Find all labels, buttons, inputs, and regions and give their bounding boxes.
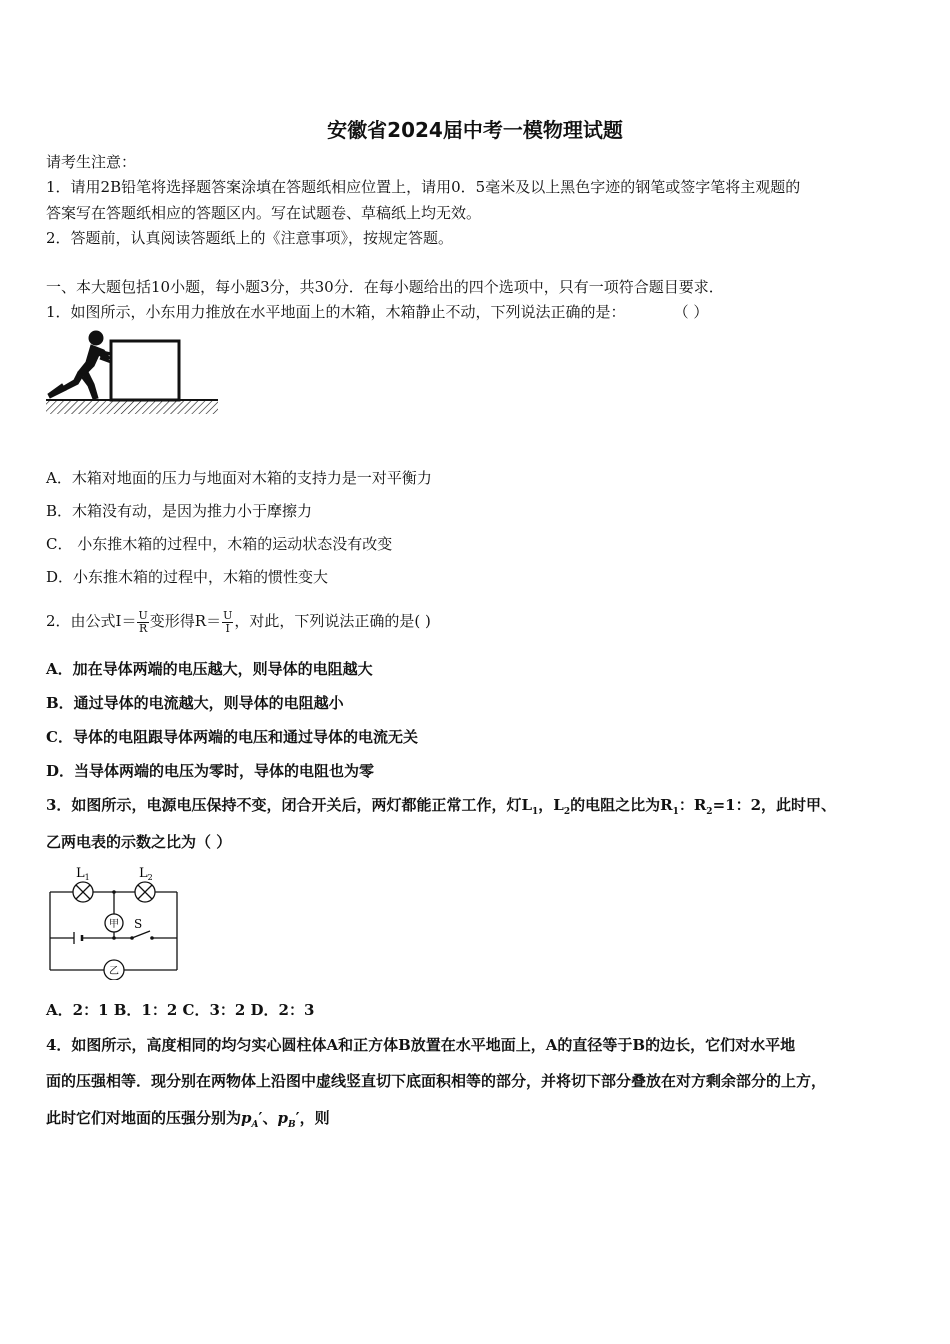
ground-hatch [46, 400, 218, 414]
meter-yi-label: 乙 [109, 966, 119, 977]
q2-option-d: D．当导体两端的电压为零时，导体的电阻也为零 [46, 762, 375, 780]
q3-stem-part: 的电阻之比为R [570, 796, 673, 814]
question-4-line-2: 面的压强相等．现分别在两物体上沿图中虚线竖直切下底面积相等的部分，并将切下部分叠放在对方剩余部分的上方， [46, 1072, 827, 1090]
frac1-denominator: R [138, 621, 148, 635]
separator: 、 [262, 1109, 278, 1127]
q2-suffix: ，对此，下列说法正确的是( ) [234, 612, 431, 630]
q3-sub: 2 [563, 807, 571, 817]
q1-option-a: A．木箱对地面的压力与地面对木箱的支持力是一对平衡力 [46, 469, 432, 487]
question-1-stem [46, 302, 708, 322]
q2-option-a: A．加在导体两端的电压越大，则导体的电阻越大 [46, 660, 373, 678]
section-heading: 一、本大题包括10小题，每小题3分，共30分．在每小题给出的四个选项中，只有一项符合题目要求． [46, 278, 724, 296]
notice-item-2: 2．答题前，认真阅读答题纸上的《注意事项》，按规定答题。 [46, 229, 454, 247]
q3-stem-part: ：R [678, 796, 707, 814]
question-4-line-3 [46, 1108, 330, 1135]
lamp-l2-symbol [135, 882, 155, 902]
formula-u-over-i [222, 610, 233, 635]
notice-item-1: 1．请用2B铅笔将选择题答案涂填在答题纸相应位置上，请用0．5毫米及以上黑色字迹的钢笔或签字笔将主观题的 [46, 178, 801, 196]
q2-prefix: 2．由公式 [46, 612, 116, 630]
switch-label: S [134, 917, 143, 931]
q2-r-eq: R＝ [194, 612, 222, 630]
notice-item-1-cont: 答案写在答题纸相应的答题区内。写在试题卷、草稿纸上均无效。 [46, 204, 482, 222]
q4-line3-text: 此时它们对地面的压强分别为 [46, 1109, 242, 1127]
q1-stem-text: 1．如图所示，小东用力推放在水平地面上的木箱，木箱静止不动，下列说法正确的是： [46, 303, 626, 321]
question-3-stem [46, 795, 836, 822]
q1-option-b: B．木箱没有动，是因为推力小于摩擦力 [46, 502, 313, 520]
prime-mark: ′ [258, 1109, 263, 1127]
q2-mid: 变形得 [149, 612, 195, 630]
q2-i-eq: I＝ [115, 612, 137, 630]
q1-option-c: C． 小东推木箱的过程中，木箱的运动状态没有改变 [46, 535, 393, 553]
question-3-stem-cont: 乙两电表的示数之比为（ ） [46, 833, 232, 851]
person-figure [48, 331, 111, 399]
lamp-l1-symbol [73, 882, 93, 902]
meter-jia-label: 甲 [109, 919, 119, 930]
wooden-box [111, 341, 179, 400]
frac2-numerator: U [223, 608, 233, 622]
figure-circuit [42, 862, 187, 980]
q3-options: A．2：1 B．1：2 C．3：2 D．2：3 [46, 1001, 315, 1019]
q3-stem-part: ，L [538, 796, 564, 814]
frac1-numerator: U [138, 608, 148, 622]
frac2-denominator: I [225, 621, 230, 635]
q3-sub: 2 [706, 807, 713, 817]
q3-stem-part: =1：2，此时甲、 [712, 796, 837, 814]
q4-line3-end: ，则 [299, 1109, 330, 1127]
q3-sub: 1 [672, 807, 679, 817]
pressure-pb: $p_B$ [277, 1109, 296, 1130]
q1-answer-bracket: （ ） [673, 303, 709, 321]
question-2-stem [46, 606, 431, 636]
q3-stem-part: 3．如图所示，电源电压保持不变，闭合开关后，两灯都能正常工作，灯L [46, 796, 532, 814]
q2-option-b: B．通过导体的电流越大，则导体的电阻越小 [46, 694, 344, 712]
q3-sub: 1 [532, 807, 539, 817]
figure-person-pushing-box [44, 328, 220, 418]
prime-mark: ′ [295, 1109, 300, 1127]
question-4-line-1: 4．如图所示，高度相同的均匀实心圆柱体A和正方体B放置在水平地面上，A的直径等于B的边长，它们对水平地 [46, 1036, 796, 1054]
pressure-pa: $p_A$ [241, 1109, 259, 1130]
page-title: 安徽省2024届中考一模物理试题 [327, 118, 623, 142]
lamp-l1-label: $L_1$ [76, 866, 90, 882]
notice-heading: 请考生注意： [46, 153, 137, 171]
lamp-l2-label: $L_2$ [139, 866, 153, 882]
q1-option-d: D．小东推木箱的过程中，木箱的惯性变大 [46, 568, 329, 586]
formula-u-over-r [137, 610, 148, 635]
q2-option-c: C．导体的电阻跟导体两端的电压和通过导体的电流无关 [46, 728, 418, 746]
